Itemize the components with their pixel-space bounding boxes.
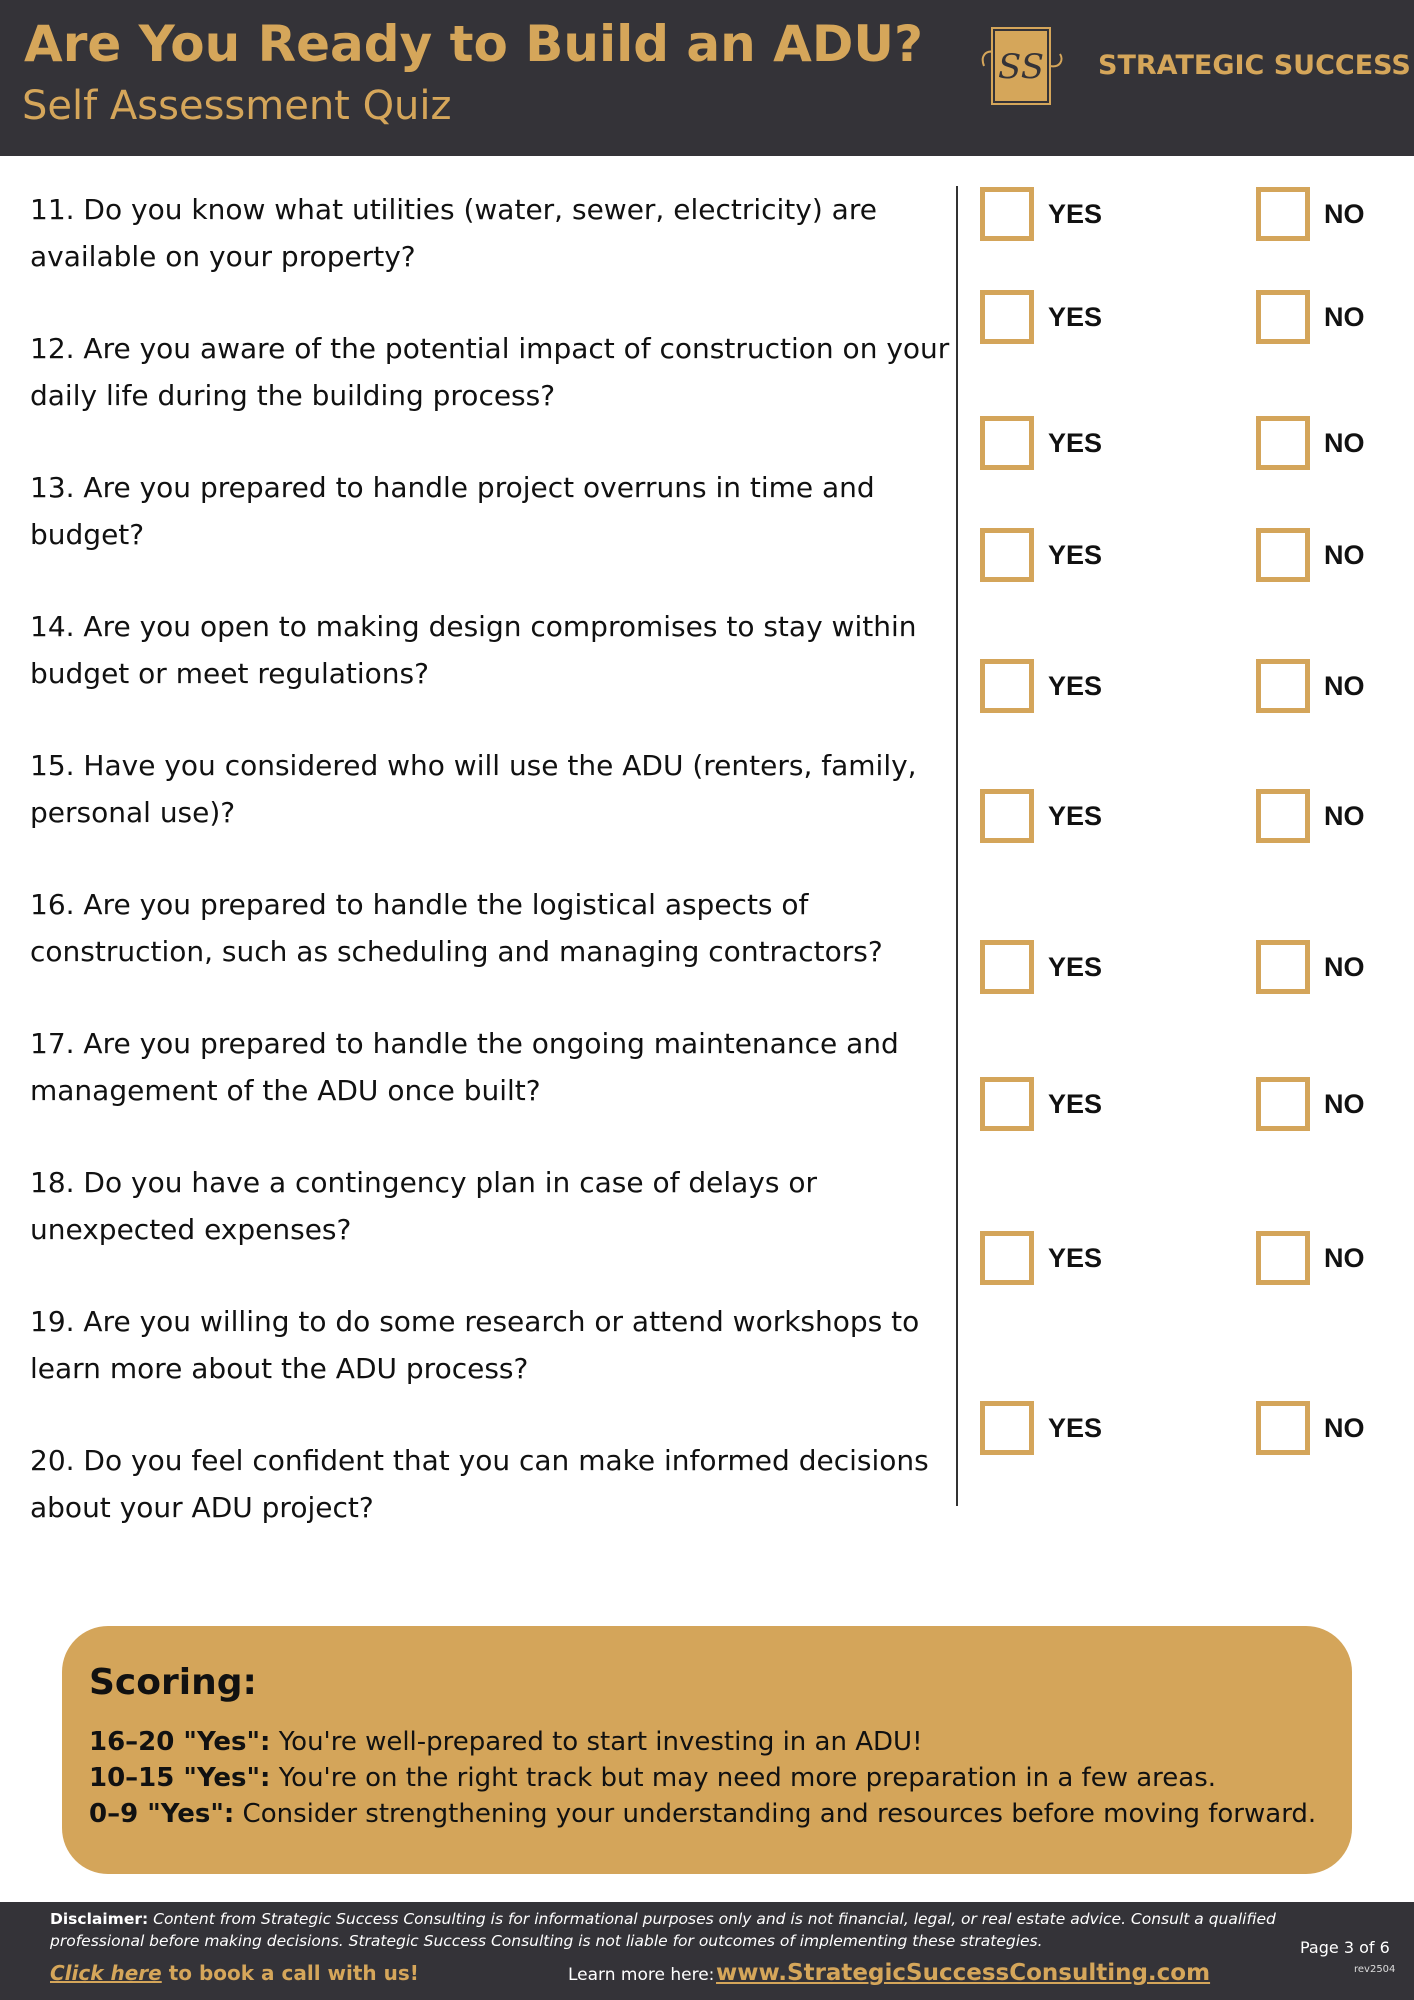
yes-label: YES bbox=[1048, 1412, 1103, 1443]
q17-no-option[interactable] bbox=[1256, 940, 1365, 994]
yes-label: YES bbox=[1048, 1242, 1103, 1273]
scoring-range: 10–15 "Yes": bbox=[89, 1763, 271, 1793]
scoring-range: 16–20 "Yes": bbox=[89, 1727, 271, 1757]
website-link[interactable]: www.StrategicSuccessConsulting.com bbox=[716, 1960, 1211, 1986]
question-20: 20. Do you feel confident that you can make informed decisions about your ADU project? bbox=[30, 1444, 929, 1524]
checkbox[interactable] bbox=[980, 290, 1034, 344]
checkbox[interactable] bbox=[980, 789, 1034, 843]
no-label: NO bbox=[1324, 670, 1365, 701]
q18-no-option[interactable] bbox=[1256, 1077, 1365, 1131]
yes-label: YES bbox=[1048, 1088, 1103, 1119]
checkbox[interactable] bbox=[980, 187, 1034, 241]
q16-no-option[interactable] bbox=[1256, 789, 1365, 843]
checkbox[interactable] bbox=[1256, 528, 1310, 582]
question-18: 18. Do you have a contingency plan in case of delays or unexpected expenses? bbox=[30, 1166, 817, 1246]
no-label: NO bbox=[1324, 301, 1365, 332]
page-subtitle: Self Assessment Quiz bbox=[22, 83, 452, 129]
checkbox[interactable] bbox=[1256, 789, 1310, 843]
disclaimer bbox=[50, 1908, 1290, 1952]
q15-yes-option[interactable] bbox=[980, 659, 1102, 713]
revision-code: rev2504 bbox=[1354, 1964, 1396, 1975]
checkbox[interactable] bbox=[980, 416, 1034, 470]
scoring-line bbox=[89, 1724, 923, 1760]
learn-more-label: Learn more here: bbox=[568, 1965, 715, 1985]
scoring-line bbox=[89, 1760, 1216, 1796]
question-16: 16. Are you prepared to handle the logistical aspects of construction, such as scheduling and managing contractors? bbox=[30, 888, 883, 968]
q19-yes-option[interactable] bbox=[980, 1231, 1102, 1285]
checkbox[interactable] bbox=[1256, 940, 1310, 994]
checkbox[interactable] bbox=[1256, 290, 1310, 344]
yes-label: YES bbox=[1048, 670, 1103, 701]
checkbox[interactable] bbox=[1256, 1231, 1310, 1285]
checkbox[interactable] bbox=[980, 1231, 1034, 1285]
brand-name: STRATEGIC SUCCESS bbox=[1098, 50, 1411, 81]
column-divider bbox=[956, 186, 958, 1506]
checkbox[interactable] bbox=[1256, 1077, 1310, 1131]
disclaimer-label: Disclaimer: bbox=[50, 1910, 149, 1928]
q19-no-option[interactable] bbox=[1256, 1231, 1365, 1285]
no-label: NO bbox=[1324, 539, 1365, 570]
checkbox[interactable] bbox=[980, 1401, 1034, 1455]
q13-no-option[interactable] bbox=[1256, 416, 1365, 470]
q17-yes-option[interactable] bbox=[980, 940, 1102, 994]
header-bar bbox=[0, 0, 1414, 156]
question-13: 13. Are you prepared to handle project overruns in time and budget? bbox=[30, 471, 875, 551]
scoring-text: You're well-prepared to start investing in an ADU! bbox=[278, 1727, 923, 1757]
scoring-text: Consider strengthening your understanding and resources before moving forward. bbox=[242, 1799, 1317, 1829]
no-label: NO bbox=[1324, 427, 1365, 458]
q15-no-option[interactable] bbox=[1256, 659, 1365, 713]
checkbox[interactable] bbox=[980, 528, 1034, 582]
no-label: NO bbox=[1324, 1088, 1365, 1119]
question-14: 14. Are you open to making design compromises to stay within budget or meet regulations? bbox=[30, 610, 917, 690]
scoring-box bbox=[62, 1626, 1352, 1874]
q11-yes-option[interactable] bbox=[980, 187, 1102, 241]
q16-yes-option[interactable] bbox=[980, 789, 1102, 843]
scoring-range: 0–9 "Yes": bbox=[89, 1799, 235, 1829]
checkbox[interactable] bbox=[1256, 659, 1310, 713]
no-label: NO bbox=[1324, 198, 1365, 229]
click-here-link[interactable]: Click here bbox=[50, 1961, 162, 1985]
scoring-line bbox=[89, 1796, 1316, 1832]
yes-label: YES bbox=[1048, 539, 1103, 570]
checkbox[interactable] bbox=[980, 659, 1034, 713]
brand-logo-icon bbox=[980, 26, 1064, 106]
q14-no-option[interactable] bbox=[1256, 528, 1365, 582]
page-title: Are You Ready to Build an ADU? bbox=[24, 15, 923, 73]
q12-yes-option[interactable] bbox=[980, 290, 1102, 344]
checkbox[interactable] bbox=[1256, 1401, 1310, 1455]
no-label: NO bbox=[1324, 951, 1365, 982]
checkbox[interactable] bbox=[1256, 416, 1310, 470]
yes-label: YES bbox=[1048, 427, 1103, 458]
footer-bar bbox=[0, 1902, 1414, 2000]
yes-label: YES bbox=[1048, 198, 1103, 229]
question-19: 19. Are you willing to do some research or attend workshops to learn more about the ADU process? bbox=[30, 1305, 920, 1385]
no-label: NO bbox=[1324, 800, 1365, 831]
q20-yes-option[interactable] bbox=[980, 1401, 1102, 1455]
question-17: 17. Are you prepared to handle the ongoing maintenance and management of the ADU once built? bbox=[30, 1027, 899, 1107]
yes-label: YES bbox=[1048, 800, 1103, 831]
checkbox[interactable] bbox=[1256, 187, 1310, 241]
question-12: 12. Are you aware of the potential impact of construction on your daily life during the building process? bbox=[30, 332, 950, 412]
no-label: NO bbox=[1324, 1242, 1365, 1273]
q11-no-option[interactable] bbox=[1256, 187, 1365, 241]
yes-label: YES bbox=[1048, 951, 1103, 982]
checkbox[interactable] bbox=[980, 1077, 1034, 1131]
q14-yes-option[interactable] bbox=[980, 528, 1102, 582]
yes-label: YES bbox=[1048, 301, 1103, 332]
book-call-cta bbox=[50, 1958, 419, 1988]
cta-text: to book a call with us! bbox=[168, 1961, 419, 1985]
page-number: Page 3 of 6 bbox=[1300, 1938, 1390, 1957]
q20-no-option[interactable] bbox=[1256, 1401, 1365, 1455]
question-11: 11. Do you know what utilities (water, sewer, electricity) are available on your property? bbox=[30, 193, 877, 273]
checkbox[interactable] bbox=[980, 940, 1034, 994]
q13-yes-option[interactable] bbox=[980, 416, 1102, 470]
q18-yes-option[interactable] bbox=[980, 1077, 1102, 1131]
q12-no-option[interactable] bbox=[1256, 290, 1365, 344]
question-15: 15. Have you considered who will use the ADU (renters, family, personal use)? bbox=[30, 749, 917, 829]
disclaimer-text: Content from Strategic Success Consulting is for informational purposes only and is not financial, legal, or real estate advice. Consult a qualified professional before making decisions. Strategic Success Consulting is not liable for outcomes of implementing these strategies. bbox=[50, 1910, 1276, 1950]
scoring-title: Scoring: bbox=[89, 1662, 257, 1703]
no-label: NO bbox=[1324, 1412, 1365, 1443]
scoring-text: You're on the right track but may need more preparation in a few areas. bbox=[278, 1763, 1217, 1793]
logo-letters: SS bbox=[998, 47, 1044, 87]
